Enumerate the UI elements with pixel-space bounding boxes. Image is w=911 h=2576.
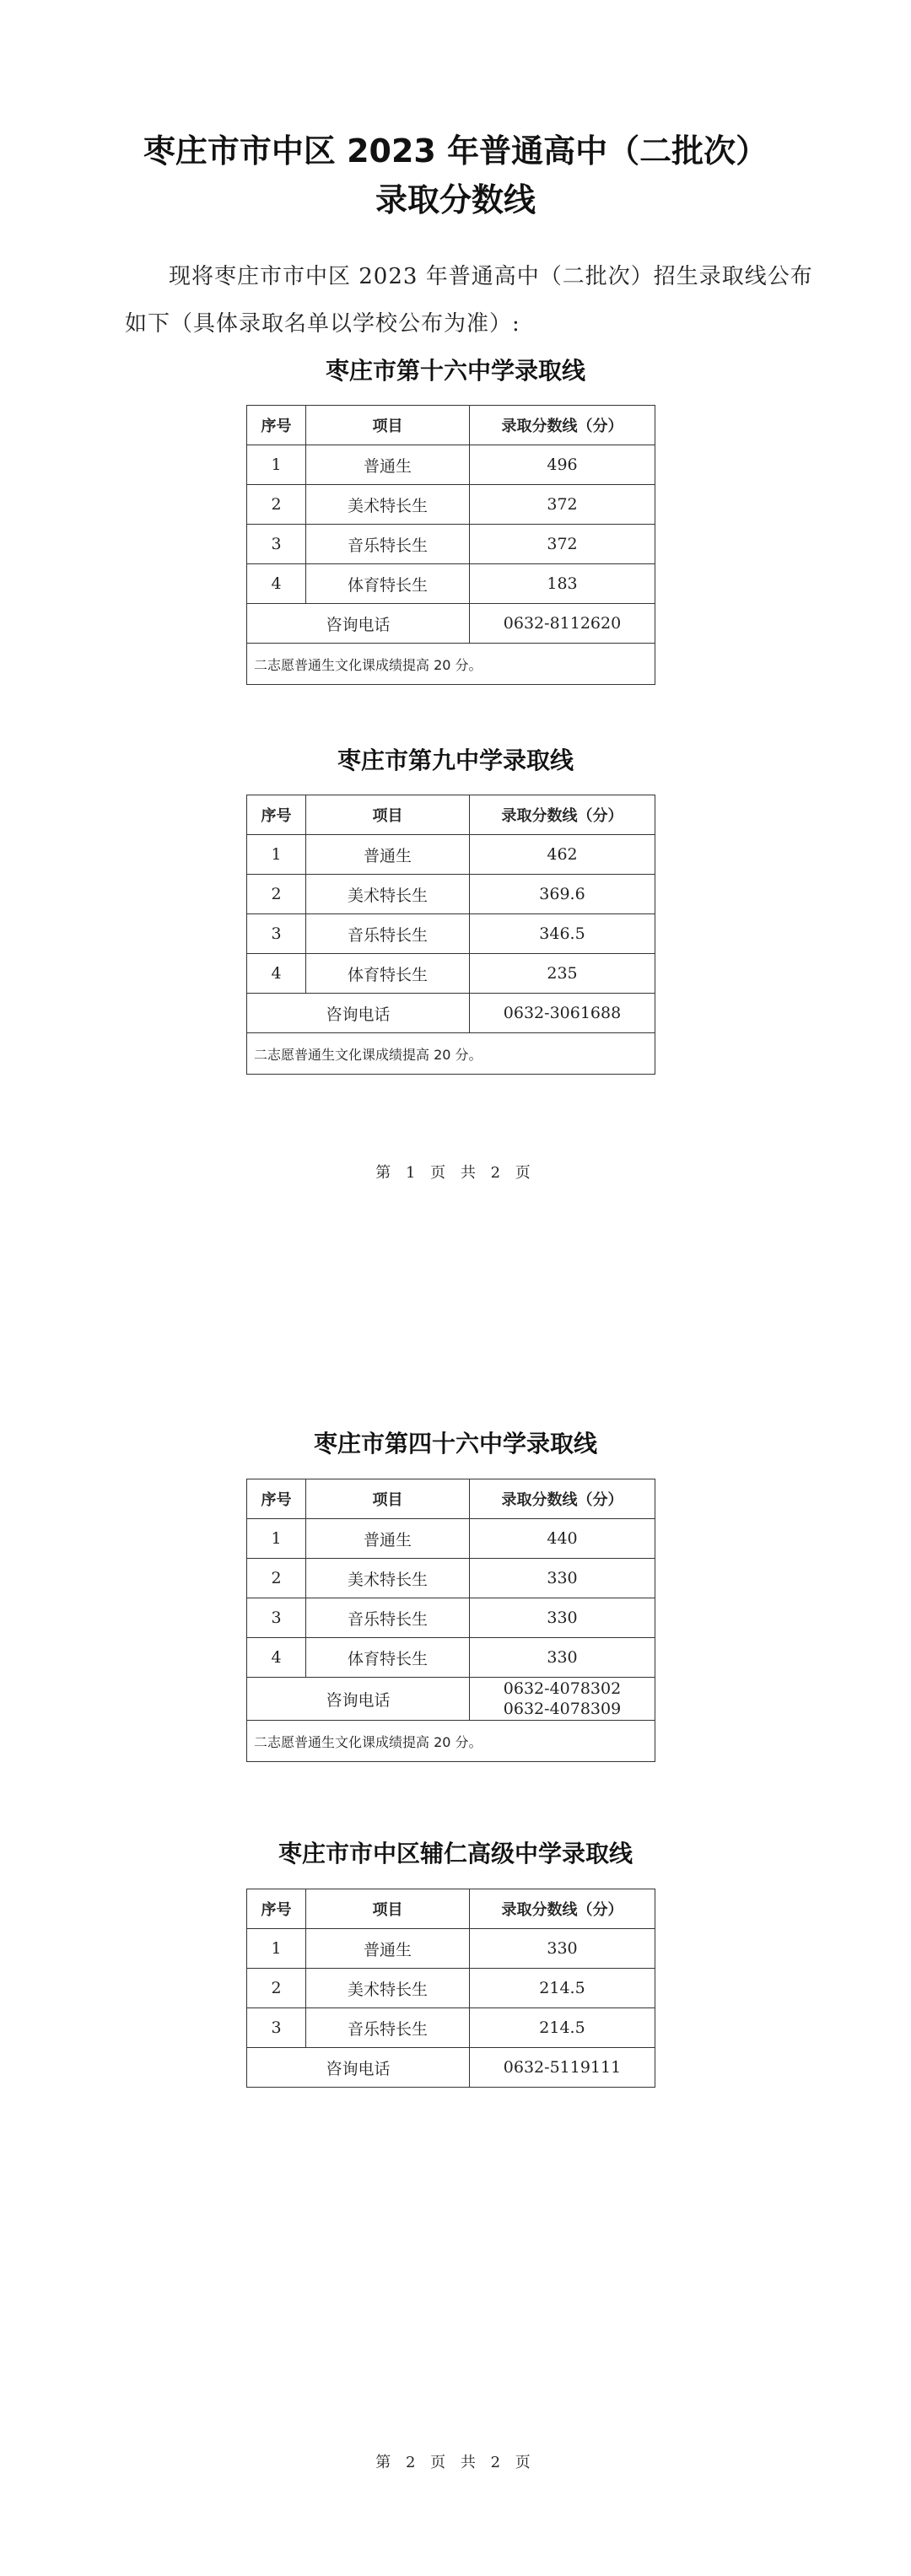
- score-table: [246, 405, 655, 685]
- row-no: 2: [247, 485, 306, 525]
- table-row: [247, 835, 655, 875]
- row-no: 1: [247, 445, 306, 485]
- table-row: [247, 1519, 655, 1559]
- note-row: [247, 1721, 655, 1762]
- row-score: 369.6: [470, 875, 655, 914]
- score-table: [246, 1479, 655, 1762]
- row-no: 1: [247, 1929, 306, 1969]
- score-table: [246, 1889, 655, 2088]
- phone-row: [247, 994, 655, 1033]
- note-text: 二志愿普通生文化课成绩提高 20 分。: [247, 1033, 655, 1075]
- row-item: 体育特长生: [306, 1638, 470, 1678]
- table-row: [247, 445, 655, 485]
- row-no: 2: [247, 1559, 306, 1598]
- table-row: [247, 1598, 655, 1638]
- document-title: [0, 127, 911, 224]
- phone-row: [247, 604, 655, 644]
- phone-number: 0632-3061688: [470, 994, 655, 1033]
- phone-label: 咨询电话: [247, 604, 470, 644]
- table-row: [247, 1638, 655, 1678]
- header-score: 录取分数线（分）: [470, 1479, 655, 1519]
- note-text: 二志愿普通生文化课成绩提高 20 分。: [247, 1721, 655, 1762]
- row-no: 3: [247, 914, 306, 954]
- row-no: 3: [247, 525, 306, 564]
- phone-row: [247, 1678, 655, 1721]
- phone-number: [470, 1678, 655, 1721]
- score-table: [246, 795, 655, 1075]
- row-item: 音乐特长生: [306, 2008, 470, 2048]
- row-score: 330: [470, 1598, 655, 1638]
- header-score: 录取分数线（分）: [470, 406, 655, 445]
- row-score: 346.5: [470, 914, 655, 954]
- row-item: 普通生: [306, 1929, 470, 1969]
- school-title: 枣庄市市中区辅仁高级中学录取线: [278, 1840, 633, 1867]
- header-item: 项目: [306, 406, 470, 445]
- row-score: 496: [470, 445, 655, 485]
- row-item: 音乐特长生: [306, 525, 470, 564]
- table-header-row: [247, 1479, 655, 1519]
- table-row: [247, 1969, 655, 2008]
- header-score: 录取分数线（分）: [470, 1889, 655, 1929]
- table-row: [247, 525, 655, 564]
- table-row: [247, 954, 655, 994]
- row-score: 330: [470, 1638, 655, 1678]
- row-score: 330: [470, 1559, 655, 1598]
- row-no: 3: [247, 1598, 306, 1638]
- header-item: 项目: [306, 1479, 470, 1519]
- row-no: 2: [247, 1969, 306, 2008]
- header-no: 序号: [247, 1479, 306, 1519]
- table-row: [247, 875, 655, 914]
- row-item: 音乐特长生: [306, 914, 470, 954]
- phone-label: 咨询电话: [247, 994, 470, 1033]
- row-score: 440: [470, 1519, 655, 1559]
- row-no: 2: [247, 875, 306, 914]
- row-no: 3: [247, 2008, 306, 2048]
- phone-row: [247, 2048, 655, 2088]
- table-row: [247, 564, 655, 604]
- page-footer: 第 2 页 共 2 页: [375, 2454, 536, 2471]
- row-item: 美术特长生: [306, 875, 470, 914]
- note-row: [247, 644, 655, 685]
- table-row: [247, 2008, 655, 2048]
- row-item: 普通生: [306, 1519, 470, 1559]
- document-title-line1: 枣庄市市中区 2023 年普通高中（二批次）: [143, 132, 768, 170]
- row-score: 214.5: [470, 2008, 655, 2048]
- table-row: [247, 485, 655, 525]
- row-no: 1: [247, 835, 306, 875]
- phone-number: 0632-8112620: [470, 604, 655, 644]
- phone-line: 0632-4078309: [503, 1700, 622, 1718]
- row-item: 体育特长生: [306, 954, 470, 994]
- header-no: 序号: [247, 1889, 306, 1929]
- table-row: [247, 914, 655, 954]
- row-item: 体育特长生: [306, 564, 470, 604]
- phone-number: 0632-5119111: [470, 2048, 655, 2088]
- intro-paragraph: 现将枣庄市市中区 2023 年普通高中（二批次）招生录取线公布如下（具体录取名单以学校公布为准）:: [125, 264, 813, 337]
- school-title: 枣庄市第九中学录取线: [337, 746, 574, 774]
- school-title: 枣庄市第四十六中学录取线: [313, 1430, 597, 1458]
- row-score: 214.5: [470, 1969, 655, 2008]
- row-score: 462: [470, 835, 655, 875]
- row-score: 372: [470, 485, 655, 525]
- row-score: 235: [470, 954, 655, 994]
- row-no: 1: [247, 1519, 306, 1559]
- header-no: 序号: [247, 406, 306, 445]
- row-score: 183: [470, 564, 655, 604]
- table-header-row: [247, 1889, 655, 1929]
- phone-label: 咨询电话: [247, 1678, 470, 1721]
- table-header-row: [247, 406, 655, 445]
- header-item: 项目: [306, 795, 470, 835]
- row-no: 4: [247, 564, 306, 604]
- row-item: 美术特长生: [306, 1969, 470, 2008]
- row-item: 音乐特长生: [306, 1598, 470, 1638]
- row-score: 330: [470, 1929, 655, 1969]
- table-row: [247, 1559, 655, 1598]
- row-item: 普通生: [306, 835, 470, 875]
- row-item: 美术特长生: [306, 1559, 470, 1598]
- row-no: 4: [247, 954, 306, 994]
- row-item: 普通生: [306, 445, 470, 485]
- note-row: [247, 1033, 655, 1075]
- document-title-line2: 录取分数线: [375, 181, 536, 218]
- header-item: 项目: [306, 1889, 470, 1929]
- header-no: 序号: [247, 795, 306, 835]
- phone-line: 0632-4078302: [503, 1679, 622, 1698]
- page-footer: 第 1 页 共 2 页: [375, 1164, 536, 1182]
- row-score: 372: [470, 525, 655, 564]
- table-header-row: [247, 795, 655, 835]
- note-text: 二志愿普通生文化课成绩提高 20 分。: [247, 644, 655, 685]
- table-row: [247, 1929, 655, 1969]
- header-score: 录取分数线（分）: [470, 795, 655, 835]
- row-no: 4: [247, 1638, 306, 1678]
- row-item: 美术特长生: [306, 485, 470, 525]
- phone-label: 咨询电话: [247, 2048, 470, 2088]
- school-title: 枣庄市第十六中学录取线: [325, 357, 585, 385]
